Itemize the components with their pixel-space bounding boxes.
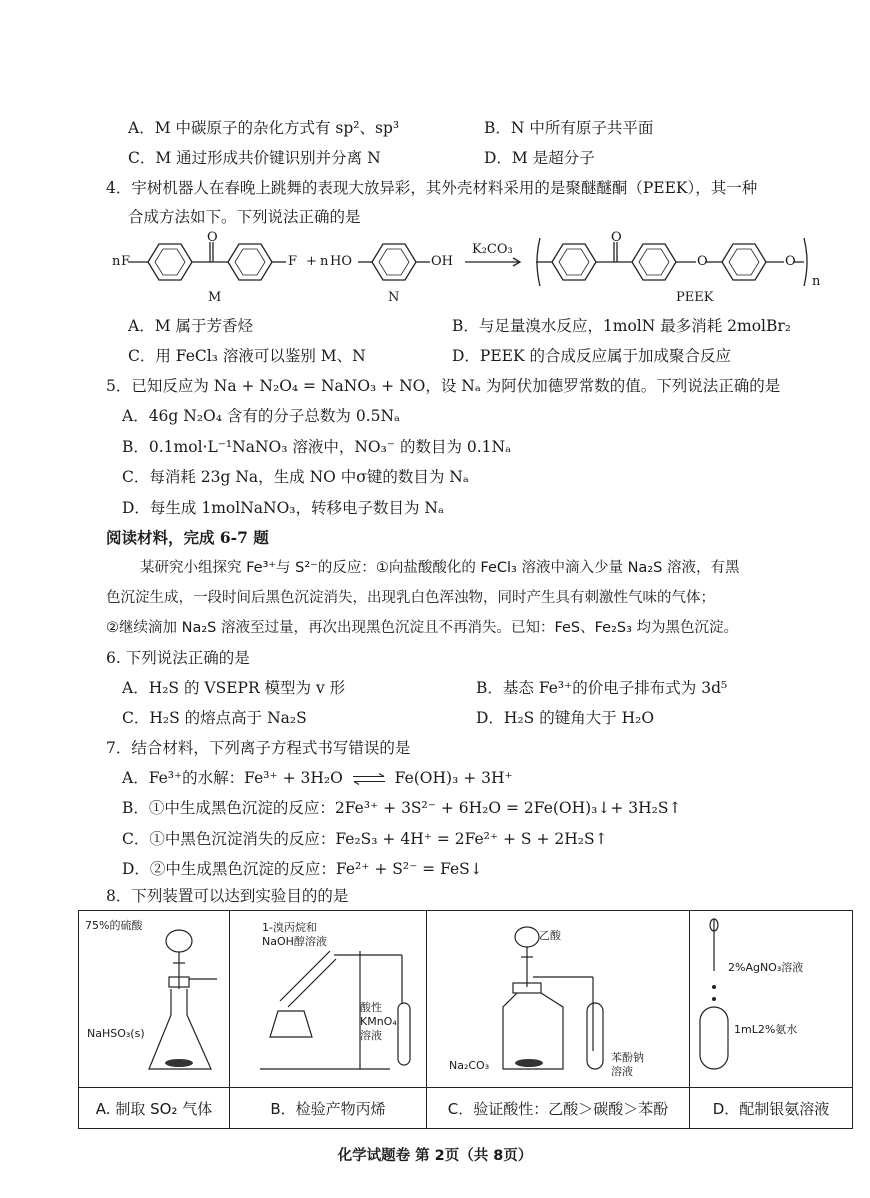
- label-peek: PEEK: [676, 290, 714, 305]
- caption-b: B．检验产物丙烯: [230, 1088, 427, 1129]
- q8-stem: 8．下列装置可以达到实验目的的是: [106, 887, 349, 905]
- apparatus-c-tag-carbonate: Na₂CO₃: [449, 1059, 490, 1072]
- apparatus-b-tag-reactant1: 1-溴丙烷和: [262, 921, 317, 934]
- elimination-setup-drawing: [230, 911, 426, 1087]
- q6-option-b: B．基态 Fe³⁺的价电子排布式为 3d⁵: [476, 679, 728, 697]
- reading-line2: 色沉淀生成，一段时间后黑色沉淀消失，出现乳白色浑浊物，同时产生具有刺激性气味的气体；: [106, 590, 715, 606]
- q7-a-right: Fe(OH)₃ + 3H⁺: [394, 769, 513, 787]
- apparatus-d-tag-silver-nitrate: 2%AgNO₃溶液: [728, 961, 804, 974]
- apparatus-a-tag-acid: 75%的硫酸: [85, 919, 143, 932]
- apparatus-c-tag-acetic: 乙酸: [539, 929, 561, 942]
- apparatus-b-tag-reagent3: 溶液: [360, 1029, 382, 1042]
- q3-option-b: B．N 中所有原子共平面: [484, 119, 654, 137]
- reading-line1: 某研究小组探究 Fe³⁺与 S²⁻的反应：①向盐酸酸化的 FeCl₃ 溶液中滴入少量 Na₂S 溶液，有黑: [140, 560, 740, 576]
- q6-option-c: C．H₂S 的熔点高于 Na₂S: [122, 709, 307, 727]
- m-fluorine-left: F: [121, 254, 131, 269]
- n-hydroxyl-right: OH: [431, 254, 453, 269]
- equilibrium-arrow-icon: [352, 773, 386, 785]
- peek-repeat-n: n: [812, 274, 821, 289]
- q7-stem: 7．结合材料，下列离子方程式书写错误的是: [106, 739, 411, 757]
- reading-line3: ②继续滴加 Na₂S 溶液至过量，再次出现黑色沉淀且不再消失。已知：FeS、Fe₂S₃ 均为黑色沉淀。: [106, 620, 739, 636]
- caption-a: A. 制取 SO₂ 气体: [79, 1088, 230, 1129]
- apparatus-c: [427, 911, 690, 1088]
- q7-option-b: B．①中生成黑色沉淀的反应：2Fe³⁺ + 3S²⁻ + 6H₂O = 2Fe(OH)₃↓+ 3H₂S↑: [122, 799, 682, 817]
- apparatus-a: [79, 911, 230, 1088]
- apparatus-b-tag-reagent2: KMnO₄: [360, 1015, 397, 1028]
- m-fluorine-right: F: [288, 254, 298, 269]
- q5-stem: 5．已知反应为 Na + N₂O₄ = NaNO₃ + NO，设 Nₐ 为阿伏加德罗常数的值。下列说法正确的是: [106, 377, 781, 395]
- apparatus-b-tag-reagent1: 酸性: [360, 1001, 382, 1014]
- q3-option-d: D．M 是超分子: [484, 149, 595, 167]
- q5-option-a: A．46g N₂O₄ 含有的分子总数为 0.5Nₐ: [122, 407, 401, 425]
- q5-option-b: B．0.1mol·L⁻¹NaNO₃ 溶液中，NO₃⁻ 的数目为 0.1Nₐ: [122, 438, 512, 456]
- q6-stem: 6. 下列说法正确的是: [106, 649, 250, 667]
- q7-a-left: A．Fe³⁺的水解：Fe³⁺ + 3H₂O: [122, 769, 343, 787]
- reading-title: 阅读材料，完成 6-7 题: [106, 528, 269, 547]
- peek-synthesis-scheme: [110, 228, 830, 308]
- n-hydroxyl-left: HO: [330, 254, 352, 269]
- q4-option-b: B．与足量溴水反应，1molN 最多消耗 2molBr₂: [452, 317, 792, 335]
- apparatus-d: [690, 911, 853, 1088]
- apparatus-d-tag-ammonia: 1mL2%氨水: [734, 1023, 798, 1036]
- caption-d: D．配制银氨溶液: [690, 1088, 853, 1129]
- q4-stem-line1: 4．宇树机器人在春晚上跳舞的表现大放异彩，其外壳材料采用的是聚醚醚酮（PEEK），其一种: [106, 179, 758, 197]
- q5-option-d: D．每生成 1molNaNO₃，转移电子数目为 Nₐ: [122, 499, 444, 517]
- n-coefficient: n: [320, 254, 329, 269]
- q5-option-c: C．每消耗 23g Na，生成 NO 中σ键的数目为 Nₐ: [122, 468, 469, 486]
- m-coefficient: n: [112, 254, 121, 269]
- q6-option-d: D．H₂S 的键角大于 H₂O: [476, 709, 655, 727]
- label-n: N: [388, 290, 400, 305]
- catalyst-reagent: K₂CO₃: [472, 242, 513, 257]
- plus-sign: +: [306, 254, 317, 269]
- label-m: M: [208, 290, 222, 305]
- apparatus-b-tag-reactant2: NaOH醇溶液: [262, 935, 327, 948]
- apparatus-table: [78, 910, 853, 1129]
- q4-option-a: A．M 属于芳香烃: [128, 317, 253, 335]
- peek-ether-oxygen: O: [697, 254, 708, 269]
- q3-option-c: C．M 通过形成共价键识别并分离 N: [128, 149, 381, 167]
- q7-option-d: D．②中生成黑色沉淀的反应：Fe²⁺ + S²⁻ = FeS↓: [122, 860, 483, 878]
- peek-carbonyl-oxygen: O: [611, 230, 622, 245]
- apparatus-a-tag-solid: NaHSO₃(s): [87, 1027, 145, 1040]
- q7-option-a: [122, 768, 513, 788]
- silver-ammonia-drawing: [690, 911, 852, 1087]
- caption-c: C．验证酸性：乙酸＞碳酸＞苯酚: [427, 1088, 690, 1129]
- q3-option-a: A．M 中碳原子的杂化方式有 sp²、sp³: [128, 119, 400, 137]
- q6-option-a: A．H₂S 的 VSEPR 模型为 v 形: [122, 679, 346, 697]
- page-footer: 化学试题卷 第 2页（共 8页）: [337, 1148, 533, 1164]
- peek-end-oxygen: O: [785, 254, 796, 269]
- m-carbonyl-oxygen: O: [207, 230, 218, 245]
- apparatus-c-tag-phenoxide2: 溶液: [611, 1065, 633, 1078]
- q4-stem-line2: 合成方法如下。下列说法正确的是: [128, 208, 361, 226]
- apparatus-c-tag-phenoxide1: 苯酚钠: [611, 1051, 644, 1064]
- q4-option-c: C．用 FeCl₃ 溶液可以鉴别 M、N: [128, 347, 366, 365]
- sulfuric-acid-flask-drawing: [79, 911, 229, 1087]
- q7-option-c: C．①中黑色沉淀消失的反应：Fe₂S₃ + 4H⁺ = 2Fe²⁺ + S + 2H₂S↑: [122, 830, 608, 848]
- apparatus-b: [230, 911, 427, 1088]
- q4-option-d: D．PEEK 的合成反应属于加成聚合反应: [452, 347, 731, 365]
